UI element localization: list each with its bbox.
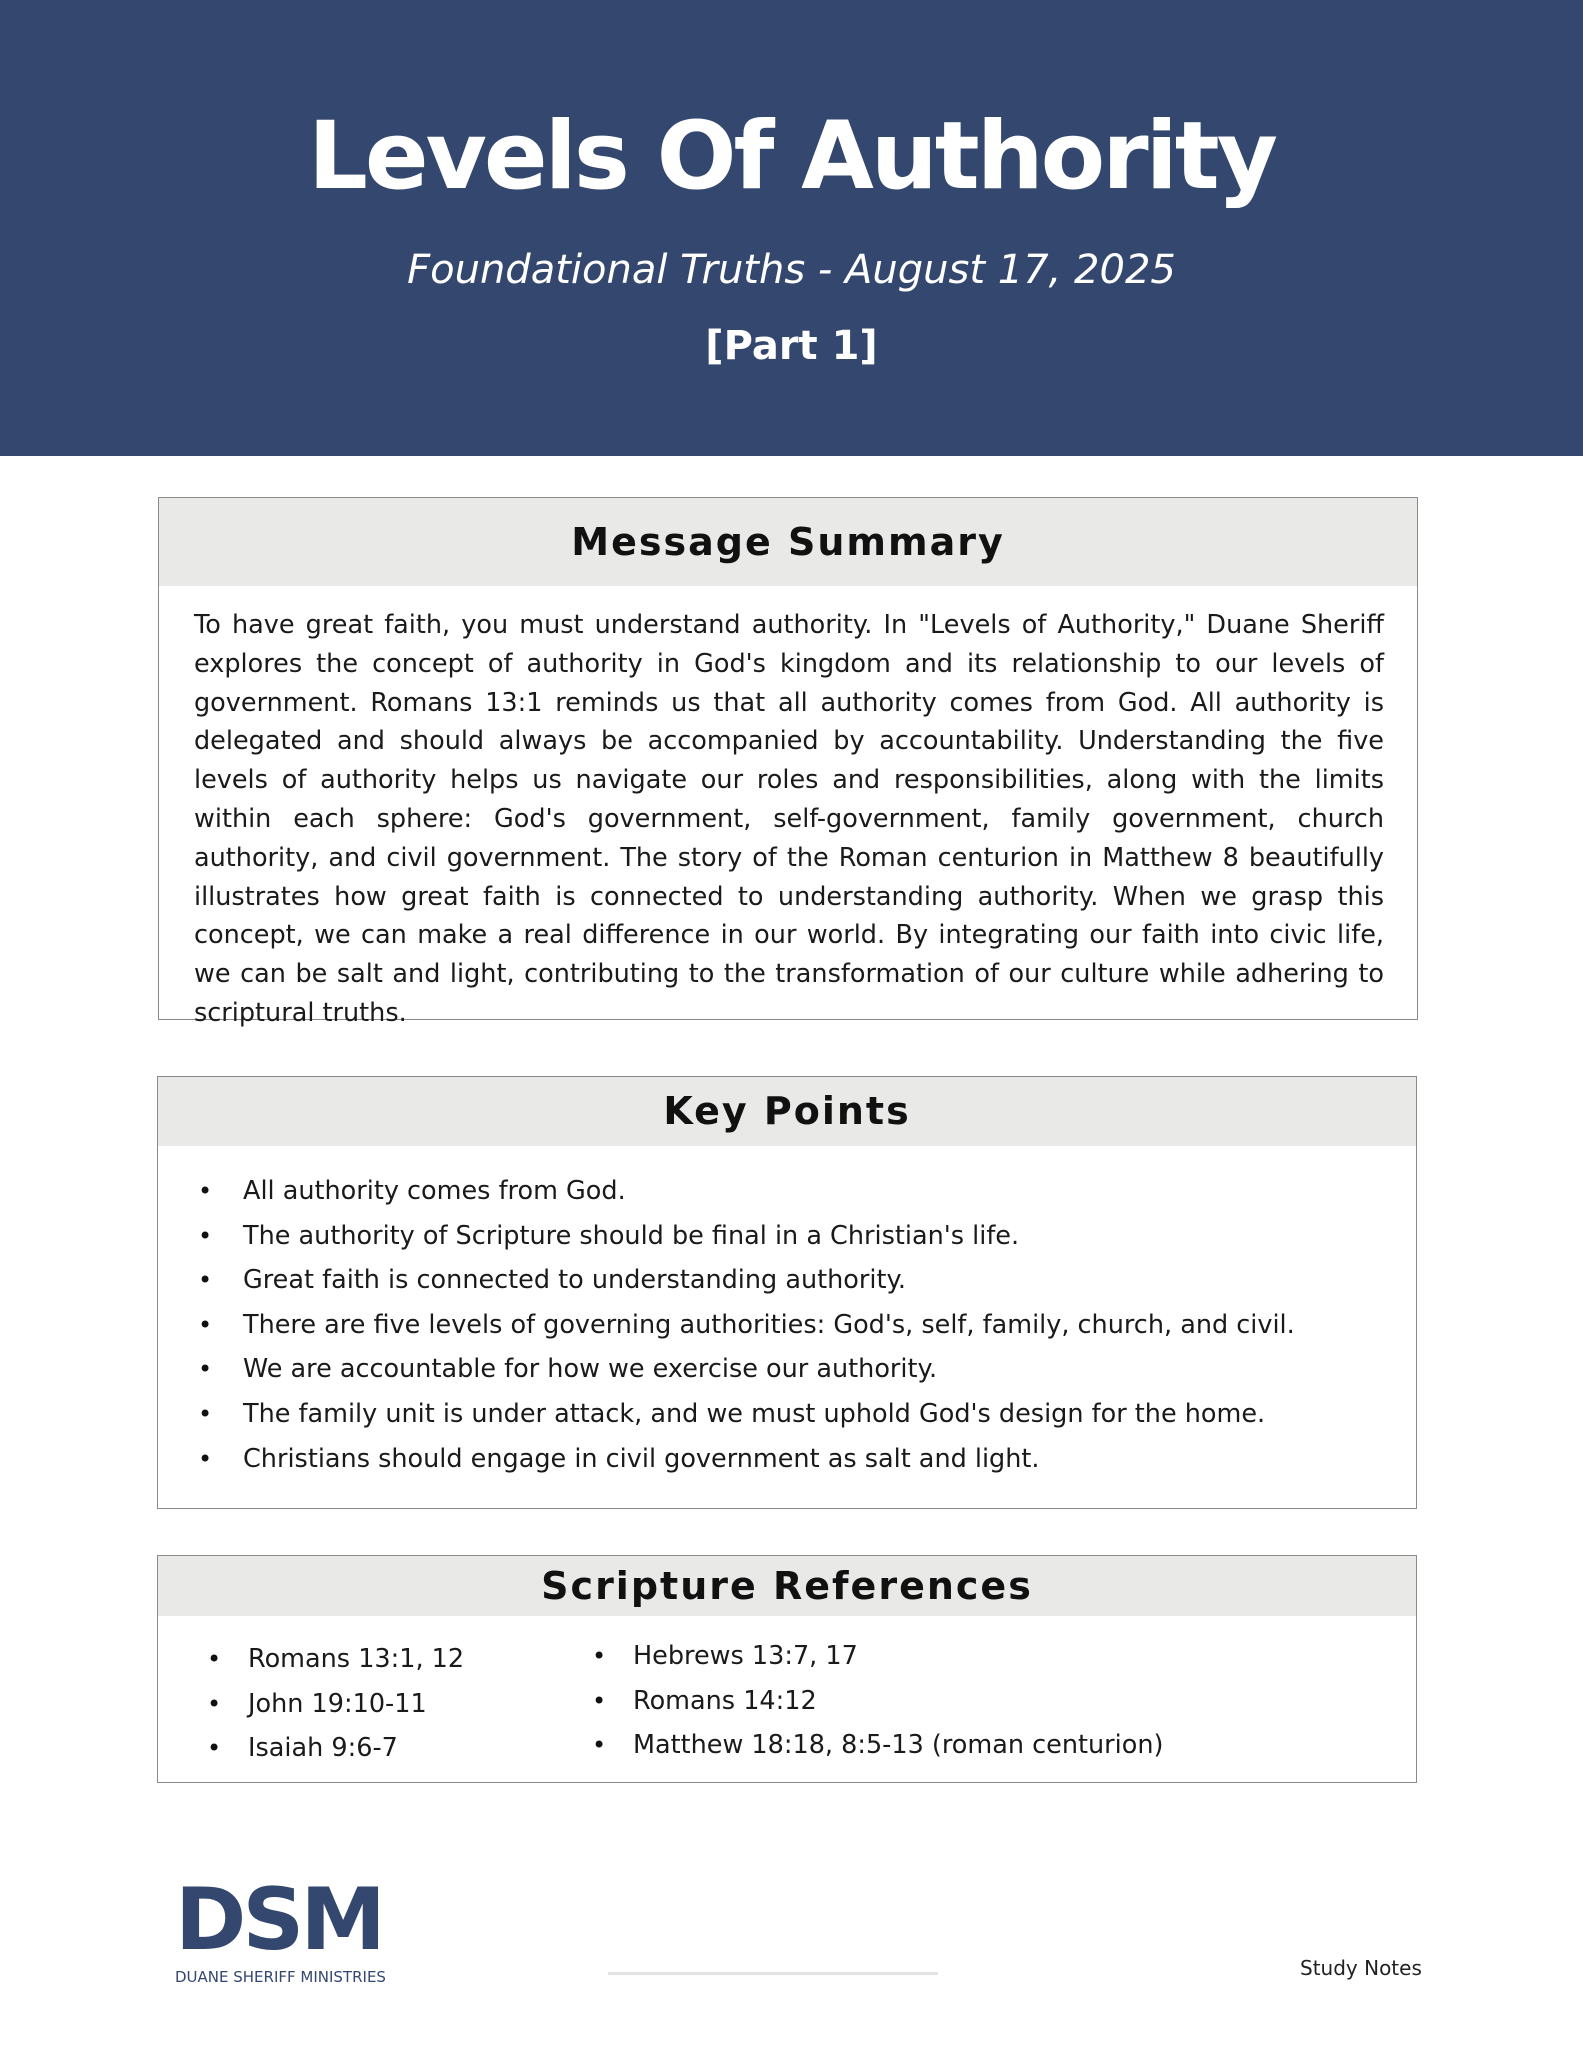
scripture-reference: Hebrews 13:7, 17	[633, 1641, 858, 1671]
list-item-text: There are five levels of governing authorities: God's, self, family, church, and civil.	[243, 1309, 1295, 1340]
list-item	[588, 1679, 1163, 1724]
list-item	[588, 1634, 1163, 1679]
dsm-logo	[175, 1870, 405, 1990]
bullet-icon: •	[207, 1645, 222, 1673]
bullet-icon: •	[207, 1734, 222, 1762]
scripture-reference: Isaiah 9:6-7	[248, 1733, 398, 1763]
bullet-icon: •	[592, 1642, 607, 1670]
list-item	[588, 1723, 1163, 1768]
list-item	[194, 1258, 1416, 1303]
list-item-text: All authority comes from God.	[243, 1176, 626, 1206]
scripture-list-right	[588, 1634, 1163, 1768]
list-item-text: The family unit is under attack, and we must uphold God's design for the home.	[243, 1398, 1266, 1429]
scripture-references-heading: Scripture References	[158, 1556, 1416, 1616]
logo-name: DUANE SHERIFF MINISTRIES	[175, 1968, 386, 1986]
list-item	[194, 1169, 1416, 1214]
scripture-reference: John 19:10-11	[248, 1688, 427, 1719]
key-points-box	[157, 1076, 1417, 1509]
key-points-list	[158, 1146, 1416, 1481]
footer-divider	[608, 1972, 938, 1975]
bullet-icon: •	[198, 1310, 213, 1339]
message-summary-text: To have great faith, you must understand authority. In "Levels of Authority," Duane Sheriff explores the concept of authority in God's kingdom and its relationship to our levels of government. Romans 13:1 reminds us that all authority comes from God. All authority is delegated and should always be accompanied by accountability. Understanding the five levels of authority helps us navigate our roles and responsibilities, along with the limits within each sphere: God's government, self-government, family government, church authority, and civil government. The story of the Roman centurion in Matthew 8 beautifully illustrates how great faith is connected to understanding authority. When we grasp this concept, we can make a real difference in our world. By integrating our faith into civic life, we can be salt and light, contributing to the transformation of our culture while adhering to scriptural truths.	[194, 610, 1384, 1028]
bullet-icon: •	[198, 1221, 213, 1250]
message-summary-heading: Message Summary	[159, 498, 1417, 586]
list-item	[203, 1682, 464, 1727]
scripture-reference: Matthew 18:18, 8:5-13 (roman centurion)	[633, 1730, 1164, 1760]
list-item	[203, 1726, 464, 1771]
bullet-icon: •	[198, 1444, 213, 1473]
bullet-icon: •	[592, 1731, 607, 1759]
list-item-text: Great faith is connected to understanding authority.	[243, 1265, 907, 1296]
header-banner	[0, 0, 1583, 456]
page-subtitle: Foundational Truths - August 17, 2025	[407, 247, 1176, 293]
logo-mark: DSM	[175, 1870, 382, 1970]
list-item	[194, 1437, 1416, 1482]
bullet-icon: •	[198, 1355, 213, 1384]
bullet-icon: •	[198, 1177, 213, 1205]
bullet-icon: •	[207, 1689, 222, 1718]
list-item-text: We are accountable for how we exercise our authority.	[243, 1354, 938, 1385]
list-item	[194, 1347, 1416, 1392]
list-item	[194, 1303, 1416, 1348]
scripture-reference: Romans 13:1, 12	[248, 1644, 465, 1674]
list-item	[203, 1637, 464, 1682]
bullet-icon: •	[198, 1399, 213, 1428]
scripture-references-box	[157, 1555, 1417, 1783]
list-item-text: Christians should engage in civil government as salt and light.	[243, 1443, 1040, 1474]
scripture-list-left	[203, 1637, 464, 1771]
part-label: [Part 1]	[705, 323, 878, 369]
bullet-icon: •	[198, 1266, 213, 1295]
scripture-reference: Romans 14:12	[633, 1685, 817, 1716]
list-item-text: The authority of Scripture should be final in a Christian's life.	[243, 1220, 1020, 1251]
study-notes-label: Study Notes	[1300, 1956, 1422, 1980]
page-title: Levels Of Authority	[308, 102, 1275, 211]
key-points-heading: Key Points	[158, 1077, 1416, 1146]
list-item	[194, 1392, 1416, 1437]
message-summary-box	[158, 497, 1418, 1028]
bullet-icon: •	[592, 1686, 607, 1715]
list-item	[194, 1214, 1416, 1259]
